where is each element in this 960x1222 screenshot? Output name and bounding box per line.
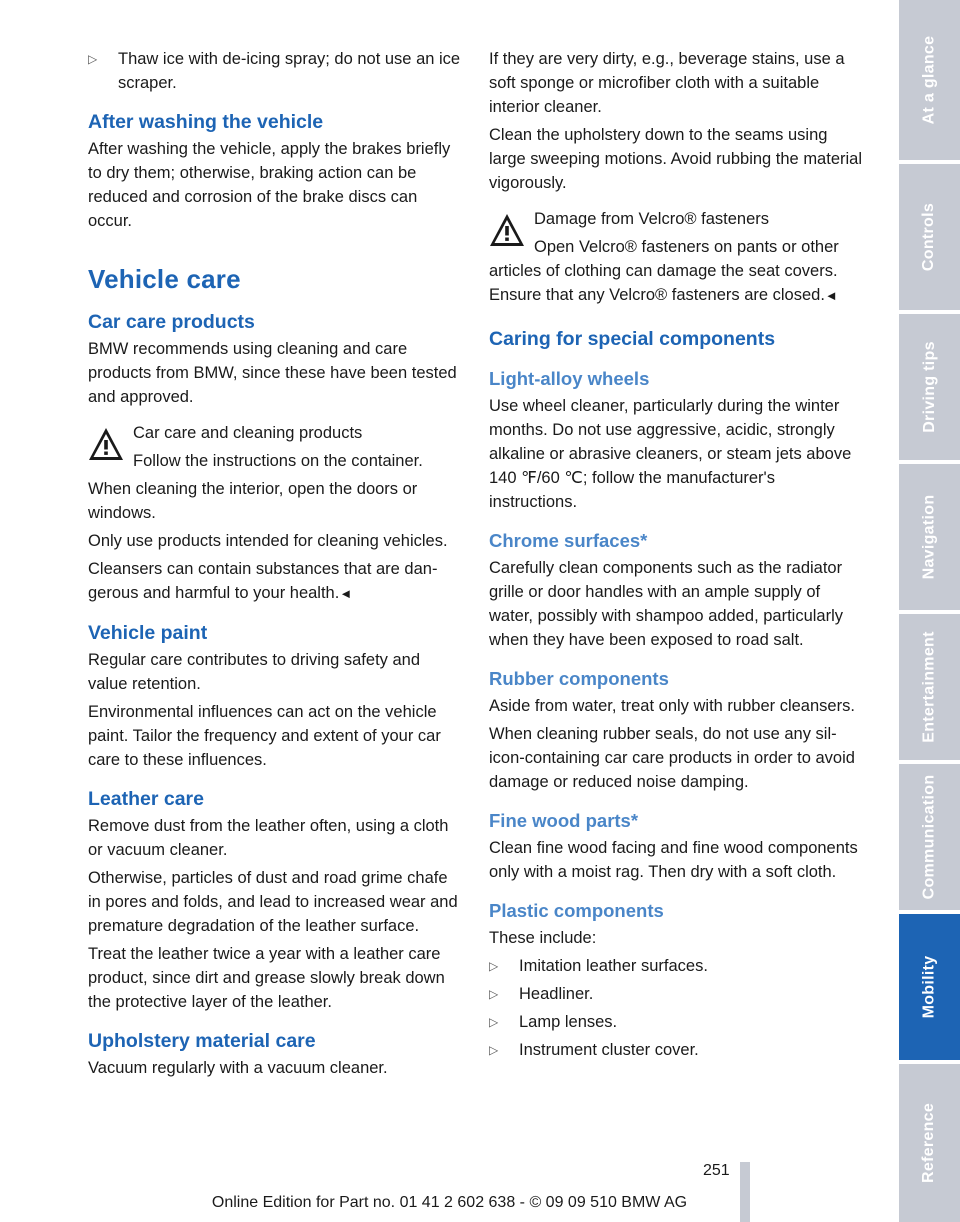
- upholstery-clean-text: Clean the upholstery down to the seams using large sweeping motions. Avoid rubbing the material vigorously.: [489, 126, 862, 192]
- end-mark-icon: ◄: [339, 586, 353, 601]
- warning-triangle-icon: [489, 213, 525, 247]
- plastic-list: [489, 954, 863, 1062]
- page-number: 251: [703, 1162, 730, 1179]
- car-care-text: BMW recommends using cleaning and care products from BMW, since these have been tested and approved.: [88, 340, 457, 406]
- left-column: [88, 47, 462, 1084]
- chrome-text: Carefully clean components such as the radiator grille or door handles with an ample supply of water, possibly with shampoo added, particularly when they have been exposed to road salt.: [489, 559, 844, 649]
- leather-text-2: Otherwise, particles of dust and road grime chafe in pores and folds, and lead to increased wear and premature degradation of the leather surface.: [88, 869, 458, 935]
- plastic-intro: These include:: [489, 929, 597, 947]
- special-components-heading: Caring for special components: [489, 328, 776, 350]
- upholstery-heading: Upholstery material care: [88, 1030, 316, 1052]
- triangle-bullet-icon: ▷: [489, 959, 499, 973]
- chapter-sidebar: [899, 0, 960, 1222]
- rubber-text-2: When cleaning rubber seals, do not use any silicon-containing car care products in order to avoid damage or reduced noise damping.: [489, 725, 855, 791]
- wheels-heading: Light-alloy wheels: [489, 368, 650, 389]
- leather-text-1: Remove dust from the leather often, using a cloth or vacuum cleaner.: [88, 817, 449, 859]
- chrome-heading: Chrome surfaces*: [489, 530, 648, 551]
- upholstery-text: Vacuum regularly with a vacuum cleaner.: [88, 1059, 388, 1077]
- list-item: ▷ Instrument cluster cover.: [489, 1038, 863, 1062]
- tab-controls[interactable]: Controls: [899, 164, 960, 310]
- page-number-bar: [740, 1162, 750, 1222]
- velcro-warning-note: [489, 207, 863, 308]
- paint-text-2: Environmental influences can act on the vehicle paint. Tailor the frequency and extent of your car care to these influences.: [88, 703, 441, 769]
- note-text: Follow the instructions on the container.: [133, 452, 423, 470]
- vehicle-paint-heading: Vehicle paint: [88, 622, 208, 644]
- note-title: Damage from Velcro® fasteners: [534, 210, 770, 228]
- de-icing-list: [88, 47, 462, 95]
- wood-text: Clean fine wood facing and fine wood components only with a moist rag. Then dry with a soft cloth.: [489, 839, 858, 881]
- triangle-bullet-icon: ▷: [489, 1043, 499, 1057]
- list-item: ▷ Headliner.: [489, 982, 863, 1006]
- tab-entertainment[interactable]: Entertainment: [899, 614, 960, 760]
- tab-driving-tips[interactable]: Driving tips: [899, 314, 960, 460]
- footer-text: Online Edition for Part no. 01 41 2 602 638 - © 09 09 510 BMW AG: [211, 1194, 688, 1211]
- note-title: Car care and cleaning products: [133, 424, 363, 442]
- paint-text-1: Regular care contributes to driving safety and value retention.: [88, 651, 421, 693]
- triangle-bullet-icon: ▷: [489, 987, 499, 1001]
- after-washing-text: After washing the vehicle, apply the brakes briefly to dry them; otherwise, braking action can be reduced and corrosion of the brake discs can occur.: [88, 140, 451, 230]
- list-item: ▷ Imitation leather surfaces.: [489, 954, 863, 978]
- rubber-text-1: Aside from water, treat only with rubber cleansers.: [489, 697, 855, 715]
- wood-heading: Fine wood parts*: [489, 810, 639, 831]
- tab-navigation[interactable]: Navigation: [899, 464, 960, 610]
- triangle-bullet-icon: ▷: [489, 1015, 499, 1029]
- car-care-warning-note: [88, 421, 462, 473]
- note-text: Open Velcro® fasteners on pants or other articles of clothing can damage the seat covers. Ensure that any Velcro® fasteners are closed.◄: [489, 238, 839, 304]
- interior-text: When cleaning the interior, open the doors or windows.: [88, 480, 418, 522]
- tab-reference[interactable]: Reference: [899, 1064, 960, 1222]
- tab-at-a-glance[interactable]: At a glance: [899, 0, 960, 160]
- end-mark-icon: ◄: [824, 288, 838, 303]
- wheels-text: Use wheel cleaner, particularly during the winter months. Do not use aggressive, acidic, strongly alkaline or abrasive cleaners, or steam jets above 140 ℉/60 ℃; follow the manufacturer's instructions.: [489, 397, 852, 511]
- tab-communication[interactable]: Communication: [899, 764, 960, 910]
- plastic-heading: Plastic components: [489, 900, 664, 921]
- warning-triangle-icon: [88, 427, 124, 461]
- dirty-text: If they are very dirty, e.g., beverage stains, use a soft sponge or microfiber cloth with a suitable interior cleaner.: [489, 50, 845, 116]
- leather-care-heading: Leather care: [88, 788, 204, 810]
- rubber-heading: Rubber components: [489, 668, 669, 689]
- after-washing-heading: After washing the vehicle: [88, 111, 324, 133]
- vehicle-care-heading: Vehicle care: [88, 264, 241, 294]
- triangle-bullet-icon: ▷: [88, 52, 98, 66]
- right-column: [489, 47, 863, 1066]
- car-care-heading: Car care products: [88, 311, 255, 333]
- leather-text-3: Treat the leather twice a year with a leather care product, since dirt and grease slowly break down the protective layer of the leather.: [88, 945, 445, 1011]
- products-text: Only use products intended for cleaning vehicles.: [88, 532, 448, 550]
- cleansers-text: Cleansers can contain substances that are dangerous and harmful to your health.◄: [88, 560, 438, 602]
- tab-mobility[interactable]: Mobility: [899, 914, 960, 1060]
- list-item: ▷ Lamp lenses.: [489, 1010, 863, 1034]
- list-item: ▷ Thaw ice with de-icing spray; do not use an ice scraper.: [88, 47, 462, 95]
